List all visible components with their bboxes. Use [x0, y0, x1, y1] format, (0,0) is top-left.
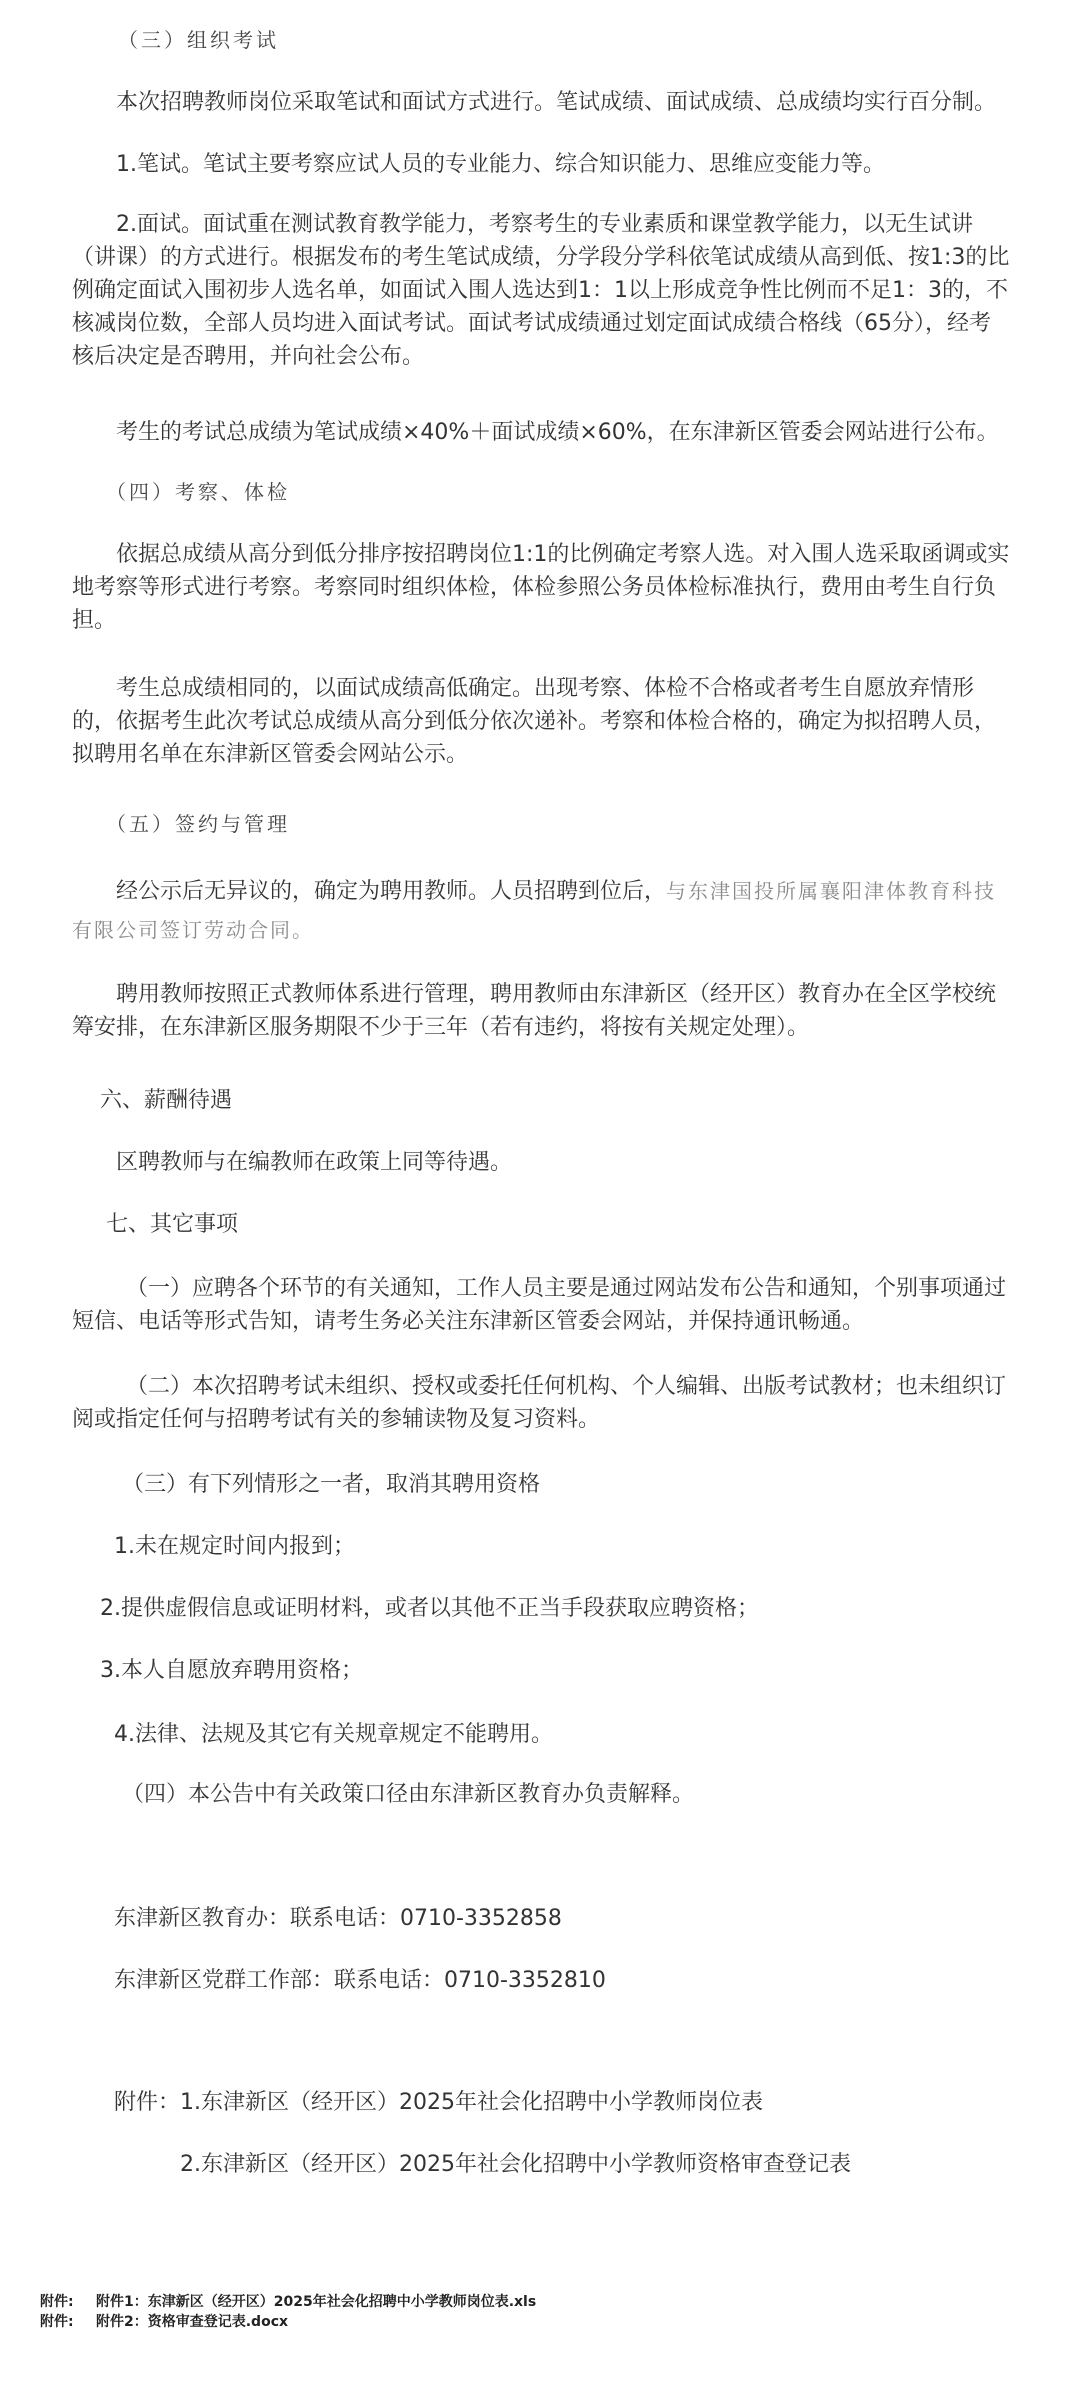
list-item: 1.未在规定时间内报到；: [114, 1534, 355, 1559]
paragraph: 2.面试。面试重在测试教育教学能力，考察考生的专业素质和课堂教学能力，以无生试讲（讲课）的方式进行。根据发布的考生笔试成绩，分学段分学科依笔试成绩从高到低、按1:3的比例确定面试入围初步人选名单，如面试入围人选达到1：1以上形成竞争性比例而不足1：3的，不核减岗位数，全部人员均进入面试考试。面试考试成绩通过划定面试成绩合格线（65分），经考核后决定是否聘用，并向社会公布。: [72, 212, 1010, 369]
attachment-file-link[interactable]: 附件1：东津新区（经开区）2025年社会化招聘中小学教师岗位表.xls: [96, 2294, 537, 2310]
attachment-text-2: 2.东津新区（经开区）2025年社会化招聘中小学教师资格审查登记表: [180, 2152, 851, 2177]
paragraph: 考生总成绩相同的，以面试成绩高低确定。出现考察、体检不合格或者考生自愿放弃情形的，依据考生此次考试总成绩从高分到低分依次递补。考察和体检合格的，确定为拟招聘人员，拟聘用名单在东津新区管委会网站公示。: [72, 676, 997, 767]
list-item: 3.本人自愿放弃聘用资格；: [100, 1658, 363, 1683]
section-heading-contract: （五）签约与管理: [106, 812, 290, 836]
section-heading-inspection: （四）考察、体检: [106, 480, 290, 504]
attachment-label: 附件:: [40, 2294, 74, 2310]
paragraph: （二）本次招聘考试未组织、授权或委托任何机构、个人编辑、出版考试教材；也未组织订阅或指定任何与招聘考试有关的参辅读物及复习资料。: [72, 1374, 1007, 1432]
contact-edu-office: 东津新区教育办：联系电话：0710-3352858: [114, 1906, 562, 1931]
paragraph: 本次招聘教师岗位采取笔试和面试方式进行。笔试成绩、面试成绩、总成绩均实行百分制。: [116, 90, 997, 115]
attachment-label: 附件:: [40, 2314, 74, 2330]
section-heading-salary: 六、薪酬待遇: [100, 1088, 233, 1113]
contract-text: 经公示后无异议的，确定为聘用教师。人员招聘到位后，: [116, 879, 667, 904]
section-heading-other: 七、其它事项: [106, 1212, 239, 1237]
paragraph: 依据总成绩从高分到低分排序按招聘岗位1:1的比例确定考察人选。对入围人选采取函调或实地考察等形式进行考察。考察同时组织体检，体检参照公务员体检标准执行，费用由考生自行负担。: [72, 542, 1010, 633]
paragraph: 区聘教师与在编教师在政策上同等待遇。: [116, 1150, 513, 1175]
attachment-file-link[interactable]: 附件2：资格审查登记表.docx: [96, 2314, 289, 2330]
paragraph: [72, 872, 1012, 950]
contract-text-gray: 与东津国投所属襄阳津体教育科技有限公司签订劳动合同。: [72, 879, 997, 942]
list-item: 4.法律、法规及其它有关规章规定不能聘用。: [114, 1722, 553, 1747]
paragraph: （三）有下列情形之一者，取消其聘用资格: [122, 1472, 541, 1497]
list-item: 2.提供虚假信息或证明材料，或者以其他不正当手段获取应聘资格；: [100, 1596, 759, 1621]
attachment-file-row: [40, 2312, 288, 2332]
contact-party-office: 东津新区党群工作部：联系电话：0710-3352810: [114, 1968, 606, 1993]
attachment-text-1: 附件：1.东津新区（经开区）2025年社会化招聘中小学教师岗位表: [114, 2090, 763, 2115]
paragraph: 聘用教师按照正式教师体系进行管理，聘用教师由东津新区（经开区）教育办在全区学校统筹安排，在东津新区服务期限不少于三年（若有违约，将按有关规定处理）。: [72, 982, 997, 1040]
paragraph: 1.笔试。笔试主要考察应试人员的专业能力、综合知识能力、思维应变能力等。: [116, 152, 885, 177]
section-heading-exam: （三）组织考试: [118, 28, 279, 52]
attachment-file-row: [40, 2292, 536, 2312]
paragraph: 考生的考试总成绩为笔试成绩×40%＋面试成绩×60%，在东津新区管委会网站进行公布。: [116, 420, 999, 445]
paragraph: （四）本公告中有关政策口径由东津新区教育办负责解释。: [122, 1782, 695, 1807]
paragraph: （一）应聘各个环节的有关通知，工作人员主要是通过网站发布公告和通知，个别事项通过短信、电话等形式告知，请考生务必关注东津新区管委会网站，并保持通讯畅通。: [72, 1276, 1007, 1334]
